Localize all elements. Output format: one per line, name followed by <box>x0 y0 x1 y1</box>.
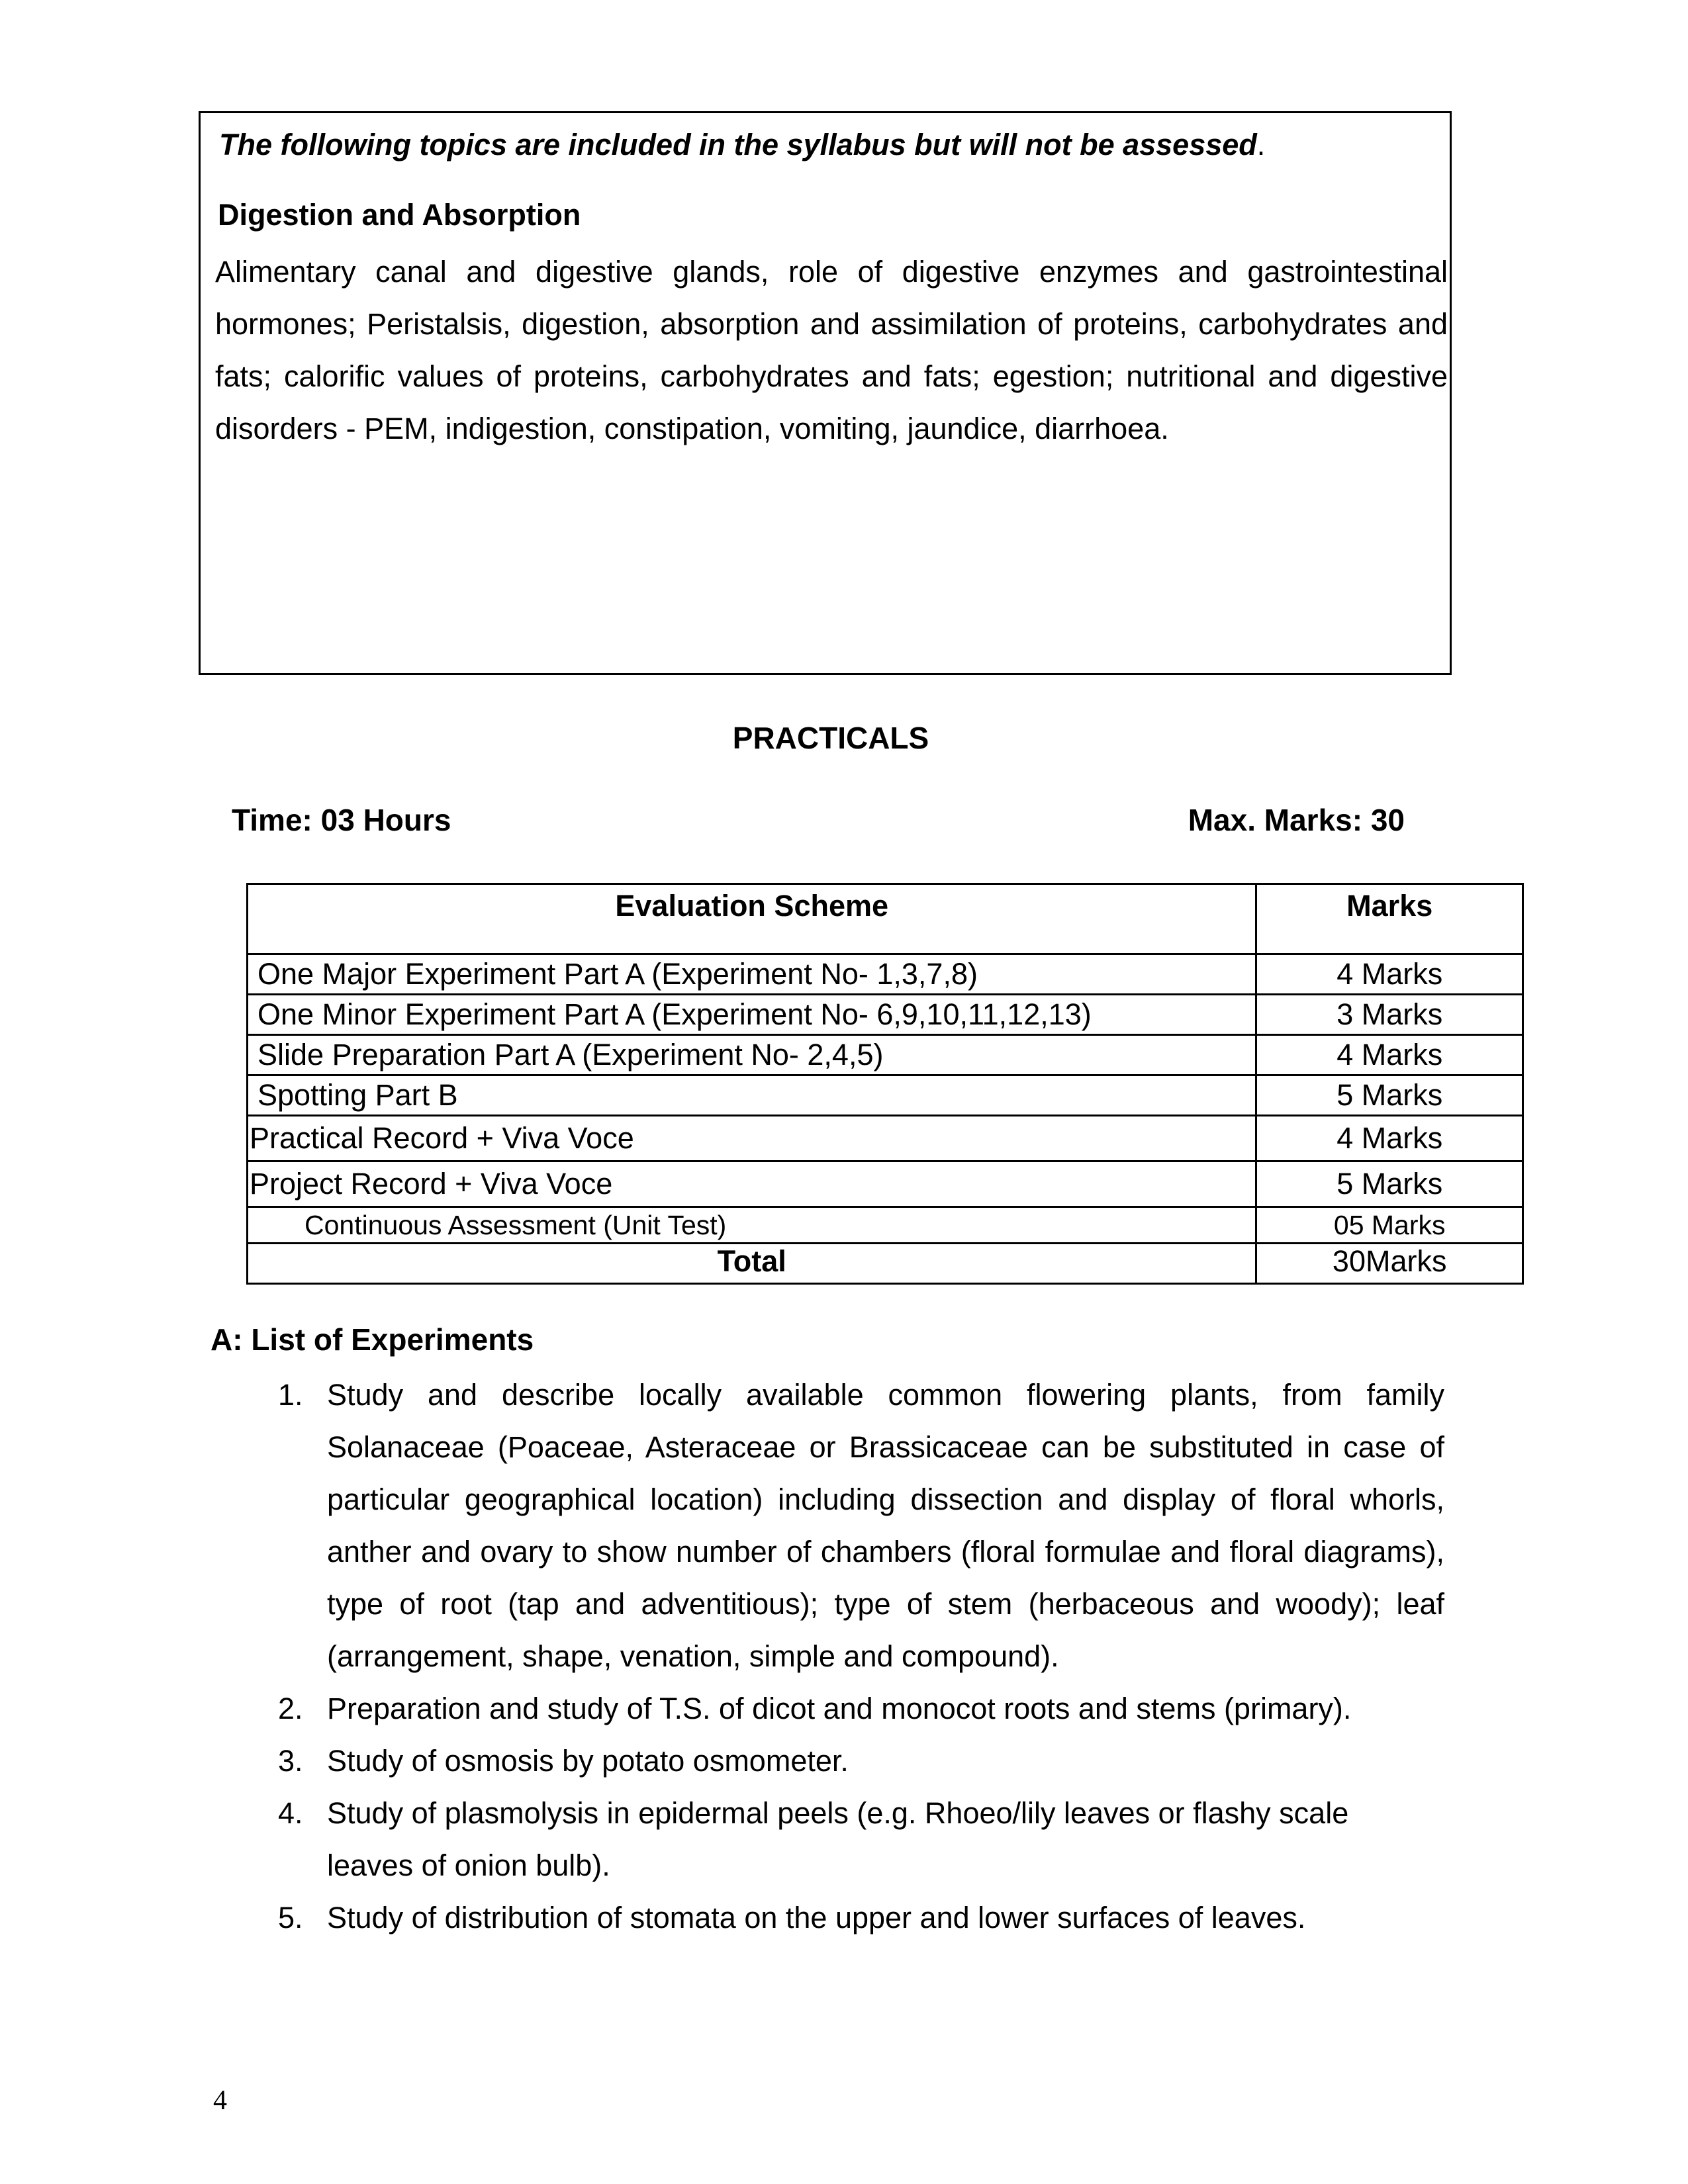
row-item: Continuous Assessment (Unit Test) <box>248 1207 1256 1244</box>
digestion-body: Alimentary canal and digestive glands, role of digestive enzymes and gastrointestinal hormones; Peristalsis, digestion, absorption and assimilation of proteins, carbohydrates and fats; calorific values of proteins, carbohydrates and fats; egestion; nutritional and digestive disorders - PEM, indigestion, constipation, vomiting, jaundice, diarrhoea. <box>215 255 1448 445</box>
row-item: Practical Record + Viva Voce <box>248 1116 1256 1161</box>
total-marks: 30Marks <box>1256 1244 1523 1284</box>
row-marks: 3 Marks <box>1256 995 1523 1035</box>
table-total-row <box>248 1244 1523 1284</box>
experiments-heading: A: List of Experiments <box>211 1322 534 1357</box>
table-row <box>248 954 1523 995</box>
item-text: Preparation and study of T.S. of dicot and monocot roots and stems (primary). <box>327 1692 1352 1725</box>
not-assessed-intro-period: . <box>1256 128 1266 161</box>
row-marks: 5 Marks <box>1256 1161 1523 1207</box>
item-text: Study of distribution of stomata on the upper and lower surfaces of leaves. <box>327 1901 1306 1934</box>
table-row <box>248 1161 1523 1207</box>
list-item <box>278 1787 1444 1891</box>
evaluation-table <box>246 883 1524 1285</box>
row-item: Spotting Part B <box>248 1075 1256 1116</box>
not-assessed-box <box>199 111 1452 675</box>
row-marks: 4 Marks <box>1256 954 1523 995</box>
table-row <box>248 1075 1523 1116</box>
row-marks: 4 Marks <box>1256 1035 1523 1075</box>
item-number: 4. <box>278 1796 303 1830</box>
not-assessed-intro-text: The following topics are included in the syllabus but will not be assessed <box>219 128 1257 161</box>
row-marks: 5 Marks <box>1256 1075 1523 1116</box>
item-number: 1. <box>278 1378 303 1412</box>
list-item <box>278 1682 1444 1735</box>
experiments-list <box>278 1369 1444 1944</box>
row-item: Project Record + Viva Voce <box>248 1161 1256 1207</box>
item-number: 2. <box>278 1692 303 1725</box>
table-row <box>248 1035 1523 1075</box>
header-evaluation-scheme: Evaluation Scheme <box>248 884 1256 954</box>
total-label: Total <box>248 1244 1256 1284</box>
max-marks-label: Max. Marks: 30 <box>1188 803 1405 837</box>
not-assessed-intro <box>219 128 1265 162</box>
time-label: Time: 03 Hours <box>232 803 451 837</box>
item-number: 3. <box>278 1744 303 1778</box>
table-row <box>248 995 1523 1035</box>
table-row <box>248 1207 1523 1244</box>
header-marks: Marks <box>1256 884 1523 954</box>
page-number: 4 <box>213 2085 227 2116</box>
row-marks: 4 Marks <box>1256 1116 1523 1161</box>
row-item: Slide Preparation Part A (Experiment No- 2,4,5) <box>248 1035 1256 1075</box>
row-item: One Minor Experiment Part A (Experiment No- 6,9,10,11,12,13) <box>248 995 1256 1035</box>
row-item: One Major Experiment Part A (Experiment No- 1,3,7,8) <box>248 954 1256 995</box>
practicals-title: PRACTICALS <box>732 721 929 755</box>
item-text: Study of osmosis by potato osmometer. <box>327 1744 849 1778</box>
item-text: Study of plasmolysis in epidermal peels (e.g. Rhoeo/lily leaves or flashy scale leaves of onion bulb). <box>327 1796 1349 1882</box>
item-number: 5. <box>278 1901 303 1934</box>
item-text: Study and describe locally available common flowering plants, from family Solanaceae (Poaceae, Asteraceae or Brassicaceae can be substituted in case of particular geographical location) including dissection and display of floral whorls, anther and ovary to show number of chambers (floral formulae and floral diagrams), type of root (tap and adventitious); type of stem (herbaceous and woody); leaf (arrangement, shape, venation, simple and compound). <box>327 1378 1444 1673</box>
table-row <box>248 1116 1523 1161</box>
row-marks: 05 Marks <box>1256 1207 1523 1244</box>
digestion-heading: Digestion and Absorption <box>218 198 581 232</box>
table-header-row <box>248 884 1523 954</box>
list-item <box>278 1891 1444 1944</box>
list-item <box>278 1735 1444 1787</box>
list-item <box>278 1369 1444 1682</box>
